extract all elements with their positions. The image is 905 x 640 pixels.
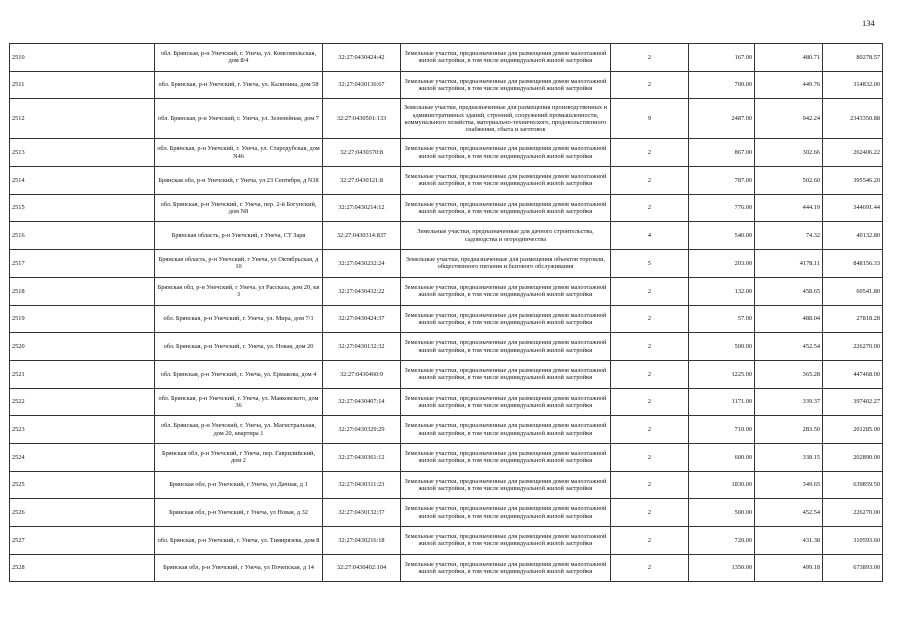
area-cell: 1830.00 bbox=[689, 471, 755, 499]
land-use-cell: Земельные участки, предназначенные для размещения домов малоэтажной жилой застройки, в том числе индивидуальной жилой застройки bbox=[401, 416, 611, 444]
land-use-cell: Земельные участки, предназначенные для дачного строительства, садоводства и огородничества bbox=[401, 222, 611, 250]
use-group-cell: 2 bbox=[611, 333, 689, 361]
cadastral-value-cell: 201285.00 bbox=[823, 416, 883, 444]
land-use-cell: Земельные участки, предназначенные для размещения домов малоэтажной жилой застройки, в том числе индивидуальной жилой застройки bbox=[401, 305, 611, 333]
unit-value-cell: 499.18 bbox=[755, 554, 823, 582]
area-cell: 500.00 bbox=[689, 499, 755, 527]
row-number: 2521 bbox=[10, 360, 155, 388]
address-cell: обл. Брянская, р-н Унечский, г. Унеча, ул. Ермакова, дом 4 bbox=[155, 360, 323, 388]
unit-value-cell: 449.76 bbox=[755, 71, 823, 99]
use-group-cell: 2 bbox=[611, 499, 689, 527]
cadastral-number-cell: 32:27:0430214:12 bbox=[323, 194, 401, 222]
land-use-cell: Земельные участки, предназначенные для размещения домов малоэтажной жилой застройки, в том числе индивидуальной жилой застройки bbox=[401, 71, 611, 99]
land-use-cell: Земельные участки, предназначенные для размещения домов малоэтажной жилой застройки, в том числе индивидуальной жилой застройки bbox=[401, 44, 611, 72]
land-use-cell: Земельные участки, предназначенные для размещения производственных и административных зданий, строений, сооружений промышленности, коммунального хозяйства, материально-технического, продовольственного снабжения, сбыта и заготовок bbox=[401, 99, 611, 139]
table-row bbox=[10, 139, 883, 167]
cadastral-number-cell: 32:27:0430132:32 bbox=[323, 333, 401, 361]
unit-value-cell: 339.37 bbox=[755, 388, 823, 416]
land-use-cell: Земельные участки, предназначенные для размещения домов малоэтажной жилой застройки, в том числе индивидуальной жилой застройки bbox=[401, 443, 611, 471]
use-group-cell: 2 bbox=[611, 194, 689, 222]
table-row bbox=[10, 388, 883, 416]
cadastral-value-cell: 226270.00 bbox=[823, 499, 883, 527]
use-group-cell: 2 bbox=[611, 167, 689, 195]
use-group-cell: 2 bbox=[611, 554, 689, 582]
use-group-cell: 2 bbox=[611, 360, 689, 388]
land-use-cell: Земельные участки, предназначенные для размещения домов малоэтажной жилой застройки, в том числе индивидуальной жилой застройки bbox=[401, 527, 611, 555]
table-row bbox=[10, 360, 883, 388]
row-number: 2520 bbox=[10, 333, 155, 361]
use-group-cell: 9 bbox=[611, 99, 689, 139]
unit-value-cell: 74.32 bbox=[755, 222, 823, 250]
area-cell: 710.00 bbox=[689, 416, 755, 444]
cadastral-value-cell: 202890.00 bbox=[823, 443, 883, 471]
cadastral-number-cell: 32:27:0430361:12 bbox=[323, 443, 401, 471]
use-group-cell: 2 bbox=[611, 44, 689, 72]
row-number: 2525 bbox=[10, 471, 155, 499]
row-number: 2519 bbox=[10, 305, 155, 333]
unit-value-cell: 452.54 bbox=[755, 333, 823, 361]
row-number: 2515 bbox=[10, 194, 155, 222]
row-number: 2516 bbox=[10, 222, 155, 250]
unit-value-cell: 452.54 bbox=[755, 499, 823, 527]
area-cell: 1350.00 bbox=[689, 554, 755, 582]
unit-value-cell: 488.04 bbox=[755, 305, 823, 333]
area-cell: 1171.00 bbox=[689, 388, 755, 416]
address-cell: Брянская обл, р-н Унечский, г Унеча, ул Дачная, д 1 bbox=[155, 471, 323, 499]
cadastral-value-cell: 447468.00 bbox=[823, 360, 883, 388]
table-row bbox=[10, 277, 883, 305]
area-cell: 700.00 bbox=[689, 71, 755, 99]
unit-value-cell: 480.71 bbox=[755, 44, 823, 72]
use-group-cell: 2 bbox=[611, 388, 689, 416]
area-cell: 132.00 bbox=[689, 277, 755, 305]
address-cell: обл. Брянская, р-н Унечский, г. Унеча, ул. Маяковского, дом 36 bbox=[155, 388, 323, 416]
address-cell: обл. Брянская, р-н Унечский, г. Унеча, ул. Тимирязева, дом 8 bbox=[155, 527, 323, 555]
land-use-cell: Земельные участки, предназначенные для размещения домов малоэтажной жилой застройки, в том числе индивидуальной жилой застройки bbox=[401, 360, 611, 388]
cadastral-number-cell: 32:27:0430424:42 bbox=[323, 44, 401, 72]
table-row bbox=[10, 222, 883, 250]
row-number: 2512 bbox=[10, 99, 155, 139]
address-cell: Брянская обл, р-н Унечский, г Унеча, ул Новая, д 32 bbox=[155, 499, 323, 527]
land-valuation-table bbox=[9, 43, 883, 582]
land-use-cell: Земельные участки, предназначенные для размещения объектов торговли, общественного питания и бытового обслуживания bbox=[401, 250, 611, 278]
row-number: 2526 bbox=[10, 499, 155, 527]
row-number: 2513 bbox=[10, 139, 155, 167]
area-cell: 867.00 bbox=[689, 139, 755, 167]
table-row bbox=[10, 527, 883, 555]
unit-value-cell: 4178.11 bbox=[755, 250, 823, 278]
address-cell: обл. Брянская, р-н Унечский, г. Унеча, ул. Калинина, дом 58 bbox=[155, 71, 323, 99]
cadastral-number-cell: 32:27:0430329:29 bbox=[323, 416, 401, 444]
cadastral-value-cell: 395546.20 bbox=[823, 167, 883, 195]
cadastral-value-cell: 262406.22 bbox=[823, 139, 883, 167]
unit-value-cell: 302.66 bbox=[755, 139, 823, 167]
table-row bbox=[10, 250, 883, 278]
cadastral-number-cell: 32:27:0430232:24 bbox=[323, 250, 401, 278]
address-cell: обл. Брянская, р-н Унечский, г. Унеча, ул. Комсомольская, дом 8/4 bbox=[155, 44, 323, 72]
cadastral-value-cell: 310593.60 bbox=[823, 527, 883, 555]
area-cell: 2487.00 bbox=[689, 99, 755, 139]
use-group-cell: 2 bbox=[611, 305, 689, 333]
address-cell: Брянская обл, р-н Унечский, г Унеча, ул 23 Сентября, д N38 bbox=[155, 167, 323, 195]
area-cell: 167.00 bbox=[689, 44, 755, 72]
address-cell: Брянская обл, р-н Унечский, г Унеча, пер. Гаврилийский, дом 2 bbox=[155, 443, 323, 471]
cadastral-number-cell: 32:27:0430424:37 bbox=[323, 305, 401, 333]
unit-value-cell: 283.50 bbox=[755, 416, 823, 444]
area-cell: 540.00 bbox=[689, 222, 755, 250]
use-group-cell: 5 bbox=[611, 250, 689, 278]
unit-value-cell: 458.65 bbox=[755, 277, 823, 305]
table-row bbox=[10, 471, 883, 499]
row-number: 2528 bbox=[10, 554, 155, 582]
cadastral-number-cell: 32:27:0430432:22 bbox=[323, 277, 401, 305]
cadastral-number-cell: 32:27:0430460:9 bbox=[323, 360, 401, 388]
row-number: 2510 bbox=[10, 44, 155, 72]
row-number: 2518 bbox=[10, 277, 155, 305]
area-cell: 600.00 bbox=[689, 443, 755, 471]
cadastral-number-cell: 32:27:0430402:104 bbox=[323, 554, 401, 582]
cadastral-value-cell: 226270.00 bbox=[823, 333, 883, 361]
land-use-cell: Земельные участки, предназначенные для размещения домов малоэтажной жилой застройки, в том числе индивидуальной жилой застройки bbox=[401, 499, 611, 527]
area-cell: 776.00 bbox=[689, 194, 755, 222]
cadastral-value-cell: 27818.28 bbox=[823, 305, 883, 333]
cadastral-number-cell: 32:27:0430407:14 bbox=[323, 388, 401, 416]
use-group-cell: 2 bbox=[611, 527, 689, 555]
table-body bbox=[10, 44, 883, 582]
cadastral-value-cell: 314832.00 bbox=[823, 71, 883, 99]
land-use-cell: Земельные участки, предназначенные для размещения домов малоэтажной жилой застройки, в том числе индивидуальной жилой застройки bbox=[401, 194, 611, 222]
row-number: 2522 bbox=[10, 388, 155, 416]
row-number: 2514 bbox=[10, 167, 155, 195]
table-row bbox=[10, 333, 883, 361]
use-group-cell: 2 bbox=[611, 139, 689, 167]
address-cell: Брянская область, р-н Унечский, г Унеча, СТ Заря bbox=[155, 222, 323, 250]
cadastral-value-cell: 2343350.88 bbox=[823, 99, 883, 139]
land-use-cell: Земельные участки, предназначенные для размещения домов малоэтажной жилой застройки, в том числе индивидуальной жилой застройки bbox=[401, 333, 611, 361]
use-group-cell: 2 bbox=[611, 443, 689, 471]
table-row bbox=[10, 499, 883, 527]
area-cell: 203.00 bbox=[689, 250, 755, 278]
table-row bbox=[10, 71, 883, 99]
cadastral-value-cell: 80278.57 bbox=[823, 44, 883, 72]
table-row bbox=[10, 443, 883, 471]
address-cell: обл. Брянская, р-н Унечский, г. Унеча, ул. Зеленейная, дом 7 bbox=[155, 99, 323, 139]
unit-value-cell: 349.65 bbox=[755, 471, 823, 499]
cadastral-value-cell: 397402.27 bbox=[823, 388, 883, 416]
table-row bbox=[10, 305, 883, 333]
cadastral-value-cell: 60541.80 bbox=[823, 277, 883, 305]
area-cell: 720.00 bbox=[689, 527, 755, 555]
cadastral-number-cell: 32:27:0430314:837 bbox=[323, 222, 401, 250]
address-cell: Брянская обл, р-н Унечский, г Унеча, ул Почепская, д 14 bbox=[155, 554, 323, 582]
land-use-cell: Земельные участки, предназначенные для размещения домов малоэтажной жилой застройки, в том числе индивидуальной жилой застройки bbox=[401, 388, 611, 416]
table-row bbox=[10, 44, 883, 72]
cadastral-value-cell: 344691.44 bbox=[823, 194, 883, 222]
cadastral-number-cell: 32:27:0430132:37 bbox=[323, 499, 401, 527]
unit-value-cell: 365.28 bbox=[755, 360, 823, 388]
land-use-cell: Земельные участки, предназначенные для размещения домов малоэтажной жилой застройки, в том числе индивидуальной жилой застройки bbox=[401, 277, 611, 305]
address-cell: обл. Брянская, р-н Унечский, г. Унеча, ул. Стародубская, дом N46 bbox=[155, 139, 323, 167]
address-cell: обл. Брянская, р-н Унечский, г. Унеча, ул. Магистральная, дом 20, квартира 1 bbox=[155, 416, 323, 444]
address-cell: обл. Брянская, р-н Унечский, г. Унеча, ул. Новая, дом 20 bbox=[155, 333, 323, 361]
page-number: 134 bbox=[862, 18, 875, 28]
land-use-cell: Земельные участки, предназначенные для размещения домов малоэтажной жилой застройки, в том числе индивидуальной жилой застройки bbox=[401, 167, 611, 195]
use-group-cell: 2 bbox=[611, 71, 689, 99]
area-cell: 57.00 bbox=[689, 305, 755, 333]
use-group-cell: 2 bbox=[611, 471, 689, 499]
row-number: 2527 bbox=[10, 527, 155, 555]
area-cell: 500.00 bbox=[689, 333, 755, 361]
unit-value-cell: 502.60 bbox=[755, 167, 823, 195]
area-cell: 787.00 bbox=[689, 167, 755, 195]
cadastral-value-cell: 639859.50 bbox=[823, 471, 883, 499]
unit-value-cell: 338.15 bbox=[755, 443, 823, 471]
cadastral-number-cell: 32:27:0430311:23 bbox=[323, 471, 401, 499]
cadastral-number-cell: 32:27:0430370:8 bbox=[323, 139, 401, 167]
cadastral-number-cell: 32:27:0430136:67 bbox=[323, 71, 401, 99]
use-group-cell: 2 bbox=[611, 416, 689, 444]
area-cell: 1225.00 bbox=[689, 360, 755, 388]
address-cell: обл. Брянская, р-н Унечский, г. Унеча, пер. 2-й Богунский, дом N8 bbox=[155, 194, 323, 222]
row-number: 2511 bbox=[10, 71, 155, 99]
land-use-cell: Земельные участки, предназначенные для размещения домов малоэтажной жилой застройки, в том числе индивидуальной жилой застройки bbox=[401, 554, 611, 582]
land-use-cell: Земельные участки, предназначенные для размещения домов малоэтажной жилой застройки, в том числе индивидуальной жилой застройки bbox=[401, 139, 611, 167]
row-number: 2524 bbox=[10, 443, 155, 471]
unit-value-cell: 431.38 bbox=[755, 527, 823, 555]
cadastral-number-cell: 32:27:0430216:18 bbox=[323, 527, 401, 555]
address-cell: Брянская обл, р-н Унечский, г Унеча, ул Рассказа, дом 20, кв 3 bbox=[155, 277, 323, 305]
cadastral-number-cell: 32:27:0430121:8 bbox=[323, 167, 401, 195]
row-number: 2517 bbox=[10, 250, 155, 278]
table-row bbox=[10, 99, 883, 139]
cadastral-number-cell: 32:27:0430501:133 bbox=[323, 99, 401, 139]
table-row bbox=[10, 416, 883, 444]
table-row bbox=[10, 194, 883, 222]
land-use-cell: Земельные участки, предназначенные для размещения домов малоэтажной жилой застройки, в том числе индивидуальной жилой застройки bbox=[401, 471, 611, 499]
use-group-cell: 2 bbox=[611, 277, 689, 305]
use-group-cell: 4 bbox=[611, 222, 689, 250]
cadastral-value-cell: 673893.00 bbox=[823, 554, 883, 582]
table-row bbox=[10, 554, 883, 582]
cadastral-value-cell: 848156.33 bbox=[823, 250, 883, 278]
unit-value-cell: 942.24 bbox=[755, 99, 823, 139]
address-cell: обл. Брянская, р-н Унечский, г. Унеча, ул. Мира, дом 7/1 bbox=[155, 305, 323, 333]
address-cell: Брянская область, р-н Унечский, г Унеча, ул Октябрьская, д 10 bbox=[155, 250, 323, 278]
table-row bbox=[10, 167, 883, 195]
unit-value-cell: 444.19 bbox=[755, 194, 823, 222]
cadastral-value-cell: 40132.80 bbox=[823, 222, 883, 250]
row-number: 2523 bbox=[10, 416, 155, 444]
